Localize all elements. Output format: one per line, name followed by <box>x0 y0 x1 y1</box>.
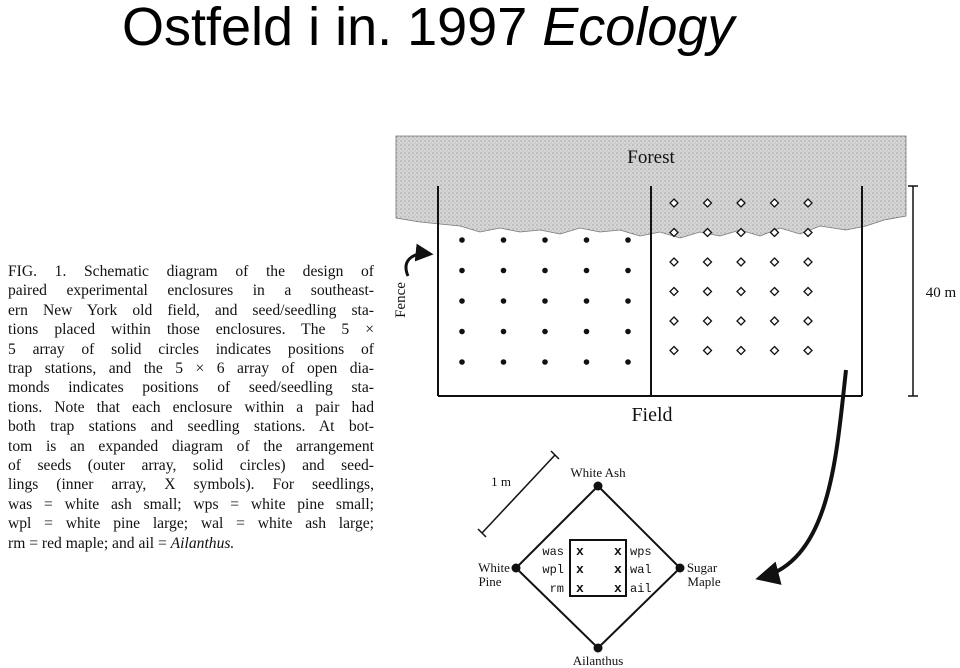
scale-label: 1 m <box>491 474 511 489</box>
seedling-station-diamond <box>670 347 678 355</box>
caption-line: FIG. 1. Schematic diagram of the design of <box>8 263 374 280</box>
seedling-station-diamond <box>704 347 712 355</box>
trap-station-dot <box>501 237 507 243</box>
trap-station-dot <box>625 329 631 335</box>
seedling-station-diamond <box>737 317 745 325</box>
seedling-station-diamond <box>670 288 678 296</box>
seed-left <box>512 564 521 573</box>
trap-station-dot <box>625 359 631 365</box>
seedling-station-diamond <box>771 288 779 296</box>
caption-line: 5 array of solid circles indicates positions of <box>8 340 374 358</box>
seed-label-top: White Ash <box>570 465 626 480</box>
seedling-label-left: rm <box>549 582 564 596</box>
seedling-station-diamond <box>771 258 779 266</box>
fence-arrow <box>406 254 430 276</box>
trap-station-dot <box>459 237 465 243</box>
trap-station-dot <box>501 359 507 365</box>
seedling-station-diamond <box>737 347 745 355</box>
trap-station-dot <box>459 268 465 274</box>
seedling-station-diamond <box>804 258 812 266</box>
caption-line: rm = red maple; and ail = Ailanthus. <box>8 534 235 552</box>
seedling-station-diamond <box>804 288 812 296</box>
caption-line: monds indicates positions of seed/seedling sta- <box>8 379 374 397</box>
trap-station-dot <box>625 237 631 243</box>
seedling-station-diamond <box>804 347 812 355</box>
caption-line: paired experimental enclosures in a southeast- <box>8 282 374 300</box>
scale-bar <box>478 451 559 537</box>
trap-station-dot <box>584 298 590 304</box>
seedling-station-diamond <box>670 317 678 325</box>
seed-label-left-2: Pine <box>478 574 502 589</box>
caption-line: was = white ash small; wps = white pine small; <box>8 495 374 513</box>
caption-line: tions. Note that each enclosure within a pair had <box>8 398 374 416</box>
seed-label-right-2: Maple <box>687 574 721 589</box>
seedling-station-diamond <box>737 258 745 266</box>
trap-station-dot <box>584 359 590 365</box>
trap-station-grid <box>459 237 631 365</box>
fence-label: Fence <box>393 282 409 318</box>
seed-bottom <box>594 644 603 653</box>
seedling-label-left: wpl <box>542 563 564 577</box>
trap-station-dot <box>459 329 465 335</box>
seed-right <box>676 564 685 573</box>
seedling-marker: x <box>614 581 622 596</box>
trap-station-dot <box>625 298 631 304</box>
seedling-marker: x <box>576 581 584 596</box>
expansion-arrow <box>760 370 846 578</box>
trap-station-dot <box>501 298 507 304</box>
seed-label-right-1: Sugar <box>686 560 718 575</box>
trap-station-dot <box>584 268 590 274</box>
seed-label-bottom: Ailanthus <box>572 653 624 668</box>
trap-station-dot <box>542 237 548 243</box>
caption-line: lings (inner array, X symbols). For seedlings, <box>8 476 374 494</box>
trap-station-dot <box>459 359 465 365</box>
trap-station-dot <box>542 268 548 274</box>
trap-station-dot <box>542 329 548 335</box>
seed-label-left-1: White <box>478 560 510 575</box>
forest-label: Forest <box>627 147 675 168</box>
height-label: 40 m <box>925 285 957 301</box>
seedling-station-diamond <box>704 317 712 325</box>
caption-line: of seeds (outer array, solid circles) and seed- <box>8 457 374 475</box>
seedling-label-right: ail <box>630 582 652 596</box>
seed-top <box>594 482 603 491</box>
caption-line: both trap stations and seedling stations. At bot- <box>8 418 374 436</box>
title-author: Ostfeld i in. 1997 <box>122 0 528 57</box>
seedling-station-diamond <box>804 317 812 325</box>
height-dimension <box>908 186 918 396</box>
caption-line: wpl = white pine large; wal = white ash large; <box>8 515 374 533</box>
trap-station-dot <box>542 298 548 304</box>
trap-station-dot <box>625 268 631 274</box>
title-journal: Ecology <box>542 0 735 57</box>
trap-station-dot <box>501 268 507 274</box>
caption-line: ern New York old field, and seed/seedling sta- <box>8 301 374 319</box>
seedling-label-right: wps <box>630 545 652 559</box>
trap-station-dot <box>584 329 590 335</box>
trap-station-dot <box>501 329 507 335</box>
seedling-station-diamond <box>670 258 678 266</box>
seedling-label-left: was <box>542 545 564 559</box>
seedling-marker: x <box>576 544 584 559</box>
caption-line: trap stations, and the 5 × 6 array of open dia- <box>8 360 374 378</box>
seedling-station-diamond <box>771 317 779 325</box>
seedling-marker: x <box>576 562 584 577</box>
seedling-marker: x <box>614 544 622 559</box>
seedling-station-diamond <box>704 288 712 296</box>
seedling-station-diamond <box>737 288 745 296</box>
caption-line: tions placed within those enclosures. The 5 × <box>8 321 374 339</box>
trap-station-dot <box>584 237 590 243</box>
seedling-station-diamond <box>771 347 779 355</box>
seedling-marker: x <box>614 562 622 577</box>
seedling-station-diamond <box>704 258 712 266</box>
trap-station-dot <box>459 298 465 304</box>
caption-line: tom is an expanded diagram of the arrangement <box>8 437 374 455</box>
field-label: Field <box>631 404 673 426</box>
seedling-label-right: wal <box>630 563 652 577</box>
trap-station-dot <box>542 359 548 365</box>
